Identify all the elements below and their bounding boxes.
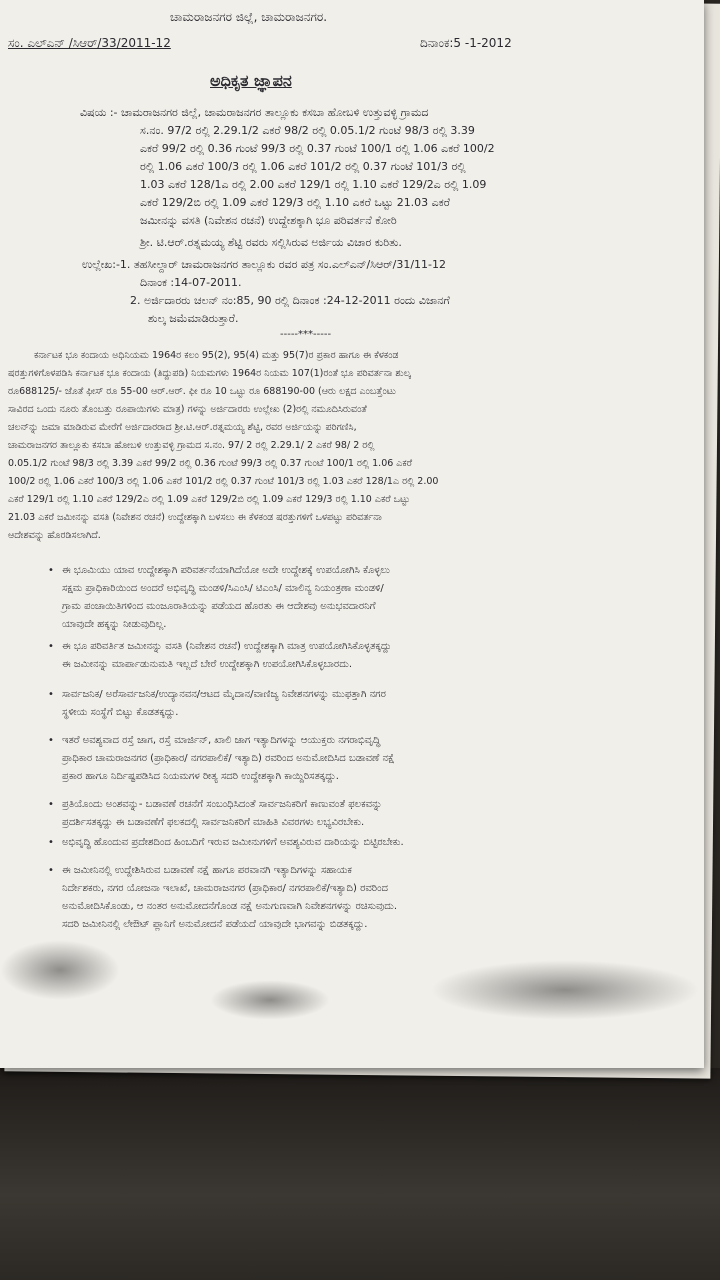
body-line: ರೂ688125/- ಜೊತೆ ಫೀಸ್ ರೂ 55-00 ಆರ್.ಆರ್. ಫೀ ರೂ 10 ಒಟ್ಟು ರೂ 688190-00 (ಆರು ಲಕ್ಷದ ಎಂಬತ್ತೆಂಟು [8, 386, 396, 397]
memo-title: ಅಧಿಕೃತ ಜ್ಞಾಪನ [210, 71, 292, 90]
subject-line: ಎಕರೆ 129/2ಬಿ ರಲ್ಲಿ 1.09 ಎಕರೆ 129/3 ರಲ್ಲಿ 1.10 ಎಕರೆ ಒಟ್ಟು 21.03 ಎಕರೆ [140, 196, 450, 209]
desk-surface [0, 1068, 720, 1280]
reference-line: ಶುಲ್ಕ ಜಮೆಮಾಡಿರುತ್ತಾರೆ. [148, 312, 239, 325]
body-line: ಕರ್ನಾಟಕ ಭೂ ಕಂದಾಯ ಅಧಿನಿಯಮ 1964ರ ಕಲಂ 95(2), 95(4) ಮತ್ತು 95(7)ರ ಪ್ರಕಾರ ಹಾಗೂ ಈ ಕೆಳಕಂಡ [34, 350, 399, 361]
subject-line: ವಿಷಯ :- ಚಾಮರಾಜನಗರ ಜಿಲ್ಲೆ, ಚಾಮರಾಜನಗರ ತಾಲ್ಲೂಕು ಕಸಬಾ ಹೋಬಳಿ ಉತ್ತುವಳ್ಳಿ ಗ್ರಾಮದ [80, 106, 429, 119]
subject-line: ಎಕರೆ 99/2 ರಲ್ಲಿ 0.36 ಗುಂಟೆ 99/3 ರಲ್ಲಿ 0.37 ಗುಂಟೆ 100/1 ರಲ್ಲಿ 1.06 ಎಕರೆ 100/2 [140, 142, 495, 155]
bullet-icon: • [48, 689, 54, 700]
condition-item: • ಸಾರ್ವಜನಿಕ/ ಅರೆಸಾರ್ವಜನಿಕ/ಉದ್ಯಾನವನ/ಆಟದ ಮೈದಾನ/ವಾಣಿಜ್ಯ ನಿವೇಶನಗಳನ್ನು ಮುಫತ್ತಾಗಿ ನಗರ ಸ್ಥಳೀಯ ಸಂಸ್ಥೆಗೆ ಬಿಟ್ಟು ಕೊಡತಕ್ಕದ್ದು. [62, 686, 562, 722]
bullet-icon: • [48, 641, 54, 652]
bullet-icon: • [48, 865, 54, 876]
reference-line: 2. ಅರ್ಜಿದಾರರು ಚಲನ್ ನಂ:85, 90 ರಲ್ಲಿ ದಿನಾಂಕ :24-12-2011 ರಂದು ವಿಜಾನಗೆ [130, 294, 450, 307]
subject-line: ಶ್ರೀ. ಟಿ.ಆರ್.ರತ್ನಮಯ್ಯ ಶೆಟ್ಟಿ ರವರು ಸಲ್ಲಿಸಿರುವ ಅರ್ಜಿಯ ವಿಚಾರ ಕುರಿತು. [140, 236, 402, 249]
reference-line: ಉಲ್ಲೇಖ:-1. ತಹಸೀಲ್ದಾರ್ ಚಾಮರಾಜನಗರ ತಾಲ್ಲೂಕು ರವರ ಪತ್ರ ಸಂ.ಎಲ್‌ಎನ್‌/ಸಿಆರ್/31/11-12 [82, 258, 447, 271]
reference-line: ದಿನಾಂಕ :14-07-2011. [140, 276, 242, 289]
condition-item: • ಪ್ರತಿಯೊಂದು ಅಂಶವನ್ನು- ಬಡಾವಣೆ ರಚನೆಗೆ ಸಂಬಂಧಿಸಿದಂತೆ ಸಾರ್ವಜನಿಕರಿಗೆ ಕಾಣುವಂತೆ ಫಲಕವನ್ನು ಪ್ರದರ್ಶಿಸತಕ್ಕದ್ದು ಈ ಬಡಾವಣೆಗೆ ಫಲಕದಲ್ಲಿ ಸಾರ್ವಜನಿಕರಿಗೆ ಮಾಹಿತಿ ವಿವರಗಳು ಲಭ್ಯವಿರಬೇಕು. [62, 796, 562, 832]
bullet-icon: • [48, 837, 54, 848]
document-header: ಚಾಮರಾಜನಗರ ಜಿಲ್ಲೆ, ಚಾಮರಾಜನಗರ. [170, 10, 328, 24]
body-line: ಎಕರೆ 129/1 ರಲ್ಲಿ 1.10 ಎಕರೆ 129/2ಎ ರಲ್ಲಿ 1.09 ಎಕರೆ 129/2ಬಿ ರಲ್ಲಿ 1.09 ಎಕರೆ 129/3 ರಲ್ಲಿ 1.10 ಎಕರೆ ಒಟ್ಟು [8, 494, 410, 505]
body-line: ಚಲನ್‌ನ್ನು ಜಮಾ ಮಾಡಿರುವ ಮೇರೆಗೆ ಅರ್ಜಿದಾರರಾದ ಶ್ರೀ.ಟಿ.ಆರ್.ರತ್ನಮಯ್ಯ ಶೆಟ್ಟಿ, ರವರ ಅರ್ಜಿಯನ್ನು ಪರಿಗಣಿಸಿ, [8, 422, 357, 433]
body-line: ಷರತ್ತುಗಳಿಗೊಳಪಡಿಸಿ ಕರ್ನಾಟಕ ಭೂ ಕಂದಾಯ (ತಿದ್ದುಪಡಿ) ನಿಯಮಗಳು 1964ರ ನಿಯಮ 107(1)ರಂತೆ ಭೂ ಪರಿವರ್ತನಾ ಶುಲ್ಕ [8, 368, 411, 379]
condition-item: • ಈ ಭೂ ಪರಿವರ್ತಿತ ಜಮೀನನ್ನು ವಸತಿ (ನಿವೇಶನ ರಚನೆ) ಉದ್ದೇಶಕ್ಕಾಗಿ ಮಾತ್ರ ಉಪಯೋಗಿಸಿಕೊಳ್ಳತಕ್ಕದ್ದು ಈ ಜಮೀನನ್ನು ಮಾರ್ಪಾಡುನುಮತಿ ಇಲ್ಲದೆ ಬೇರೆ ಉದ್ದೇಶಕ್ಕಾಗಿ ಉಪಯೋಗಿಸಿಕೊಳ್ಳಬಾರದು. [62, 638, 562, 674]
subject-line: 1.03 ಎಕರೆ 128/1ಎ ರಲ್ಲಿ 2.00 ಎಕರೆ 129/1 ರಲ್ಲಿ 1.10 ಎಕರೆ 129/2ಎ ರಲ್ಲಿ 1.09 [140, 178, 487, 191]
print-smudge [430, 960, 700, 1020]
reference-number: ಸಂ. ಎಲ್‌ಎನ್‌ /ಸಿಆರ್/33/2011-12 [8, 36, 171, 50]
bullet-icon: • [48, 799, 54, 810]
body-line: ಸಾವಿರದ ಒಂದು ನೂರು ತೊಂಬತ್ತು ರೂಪಾಯಿಗಳು ಮಾತ್ರ) ಗಳನ್ನು ಅರ್ಜಿದಾರರು ಉಲ್ಲೇಖ (2)ರಲ್ಲಿ ನಮೂದಿಸಿರುವಂತೆ [8, 404, 367, 415]
print-smudge [0, 940, 120, 1000]
condition-item: • ಇತರೆ ಅವಶ್ಯವಾದ ರಸ್ತೆ ಜಾಗ, ರಸ್ತೆ ಮಾರ್ಜಿನ್, ಖಾಲಿ ಜಾಗ ಇತ್ಯಾದಿಗಳನ್ನು ಆಯುಕ್ತರು ನಗರಾಭಿವೃದ್ಧಿ ಪ್ರಾಧಿಕಾರ ಚಾಮರಾಜನಗರ (ಪ್ರಾಧಿಕಾರ/ ನಗರಪಾಲಿಕೆ/ ಇತ್ಯಾದಿ) ರವರಿಂದ ಅನುಮೋದಿಸಿದ ಬಡಾವಣೆ ನಕ್ಷೆ ಪ್ರಕಾರ ಹಾಗೂ ನಿರ್ದಿಷ್ಟಪಡಿಸಿದ ನಿಯಮಗಳ ರೀತ್ಯ ಸದರಿ ಉದ್ದೇಶಕ್ಕಾಗಿ ಕಾಯ್ದಿರಿಸತಕ್ಕದ್ದು. [62, 732, 562, 786]
body-line: ಚಾಮರಾಜನಗರ ತಾಲ್ಲೂಕು ಕಸಬಾ ಹೋಬಳಿ ಉತ್ತುವಳ್ಳಿ ಗ್ರಾಮದ ಸ.ನಂ. 97/ 2 ರಲ್ಲಿ 2.29.1/ 2 ಎಕರೆ 98/ 2 ರಲ್ಲಿ [8, 440, 375, 451]
subject-line: ಸ.ನಂ. 97/2 ರಲ್ಲಿ 2.29.1/2 ಎಕರೆ 98/2 ರಲ್ಲಿ 0.05.1/2 ಗುಂಟೆ 98/3 ರಲ್ಲಿ 3.39 [140, 124, 475, 137]
subject-line: ಜಮೀನನ್ನು ವಸತಿ (ನಿವೇಶನ ರಚನೆ) ಉದ್ದೇಶಕ್ಕಾಗಿ ಭೂ ಪರಿವರ್ತನೆ ಕೋರಿ [140, 214, 397, 227]
condition-item: • ಈ ಭೂಮಿಯು ಯಾವ ಉದ್ದೇಶಕ್ಕಾಗಿ ಪರಿವರ್ತನೆಯಾಗಿದೆಯೋ ಅದೇ ಉದ್ದೇಶಕ್ಕೆ ಉಪಯೋಗಿಸಿ ಕೊಳ್ಳಲು ಸಕ್ಷಮ ಪ್ರಾಧಿಕಾರಿಯಿಂದ ಅಂದರೆ ಅಭಿವೃದ್ಧಿ ಮಂಡಳಿ/ಸಿಎಂಸಿ/ ಟಿಎಂಸಿ/ ಮಾಲಿನ್ಯ ನಿಯಂತ್ರಣಾ ಮಂಡಳಿ/ ಗ್ರಾಮ ಪಂಚಾಯಿತಿಗಳಿಂದ ಮಂಜೂರಾತಿಯನ್ನು ಪಡೆಯದ ಹೊರತು ಈ ಆದೇಶವು ಅನುಭವದಾರನಿಗೆ ಯಾವುದೇ ಹಕ್ಕನ್ನು ನೀಡುವುದಿಲ್ಲ. [62, 562, 562, 634]
condition-item: • ಈ ಜಮೀನಿನಲ್ಲಿ ಉದ್ದೇಶಿಸಿರುವ ಬಡಾವಣೆ ನಕ್ಷೆ ಹಾಗೂ ಪರವಾನಗಿ ಇತ್ಯಾದಿಗಳನ್ನು ಸಹಾಯಕ ನಿರ್ದೇಶಕರು, ನಗರ ಯೋಜನಾ ಇಲಾಖೆ, ಚಾಮರಾಜನಗರ (ಪ್ರಾಧಿಕಾರ/ ನಗರಪಾಲಿಕೆ/ಇತ್ಯಾದಿ) ರವರಿಂದ ಅನುಮೋದಿಸಿಕೊಂಡು, ಆ ನಂತರ ಅನುಮೋದನೆಗೊಂಡ ನಕ್ಷೆ ಅನುಗುಣವಾಗಿ ನಿವೇಶನಗಳನ್ನು ರಚಿಸುವುದು. ಸದರಿ ಜಮೀನಿನಲ್ಲಿ ಲೇಔಟ್ ಪ್ಲಾನಿಗೆ ಅನುಮೋದನೆ ಪಡೆಯದೆ ಯಾವುದೇ ಭಾಗವನ್ನು ಬಿಡತಕ್ಕದ್ದು. [62, 862, 562, 934]
condition-item: • ಅಭಿವೃದ್ಧಿ ಹೊಂದುವ ಪ್ರದೇಶದಿಂದ ಹಿಂಬದಿಗೆ ಇರುವ ಜಮೀನುಗಳಿಗೆ ಅವಶ್ಯವಿರುವ ದಾರಿಯನ್ನು ಬಿಟ್ಟಿರಬೇಕು. [62, 834, 562, 852]
print-smudge [210, 980, 330, 1020]
subject-line: ರಲ್ಲಿ 1.06 ಎಕರೆ 100/3 ರಲ್ಲಿ 1.06 ಎಕರೆ 101/2 ರಲ್ಲಿ 0.37 ಗುಂಟೆ 101/3 ರಲ್ಲಿ [140, 160, 466, 173]
bullet-icon: • [48, 735, 54, 746]
body-line: 0.05.1/2 ಗುಂಟೆ 98/3 ರಲ್ಲಿ 3.39 ಎಕರೆ 99/2 ರಲ್ಲಿ 0.36 ಗುಂಟೆ 99/3 ರಲ್ಲಿ 0.37 ಗುಂಟೆ 100/1 ರಲ್ಲಿ 1.06 ಎಕರೆ [8, 458, 413, 469]
body-line: 21.03 ಎಕರೆ ಜಮೀನನ್ನು ವಸತಿ (ನಿವೇಶನ ರಚನೆ) ಉದ್ದೇಶಕ್ಕಾಗಿ ಬಳಸಲು ಈ ಕೆಳಕಂಡ ಷರತ್ತುಗಳಿಗೆ ಒಳಪಟ್ಟು ಪರಿವರ್ತನಾ [8, 512, 382, 523]
document-date: ದಿನಾಂಕ:5 -1-2012 [420, 36, 512, 50]
bullet-icon: • [48, 565, 54, 576]
separator: -----***----- [280, 329, 332, 340]
body-line: 100/2 ರಲ್ಲಿ 1.06 ಎಕರೆ 100/3 ರಲ್ಲಿ 1.06 ಎಕರೆ 101/2 ರಲ್ಲಿ 0.37 ಗುಂಟೆ 101/3 ರಲ್ಲಿ 1.03 ಎಕರೆ 128/1ಎ ರಲ್ಲಿ 2.00 [8, 476, 439, 487]
body-line: ಆದೇಶವನ್ನು ಹೊರಡಿಸಲಾಗಿದೆ. [8, 530, 101, 541]
